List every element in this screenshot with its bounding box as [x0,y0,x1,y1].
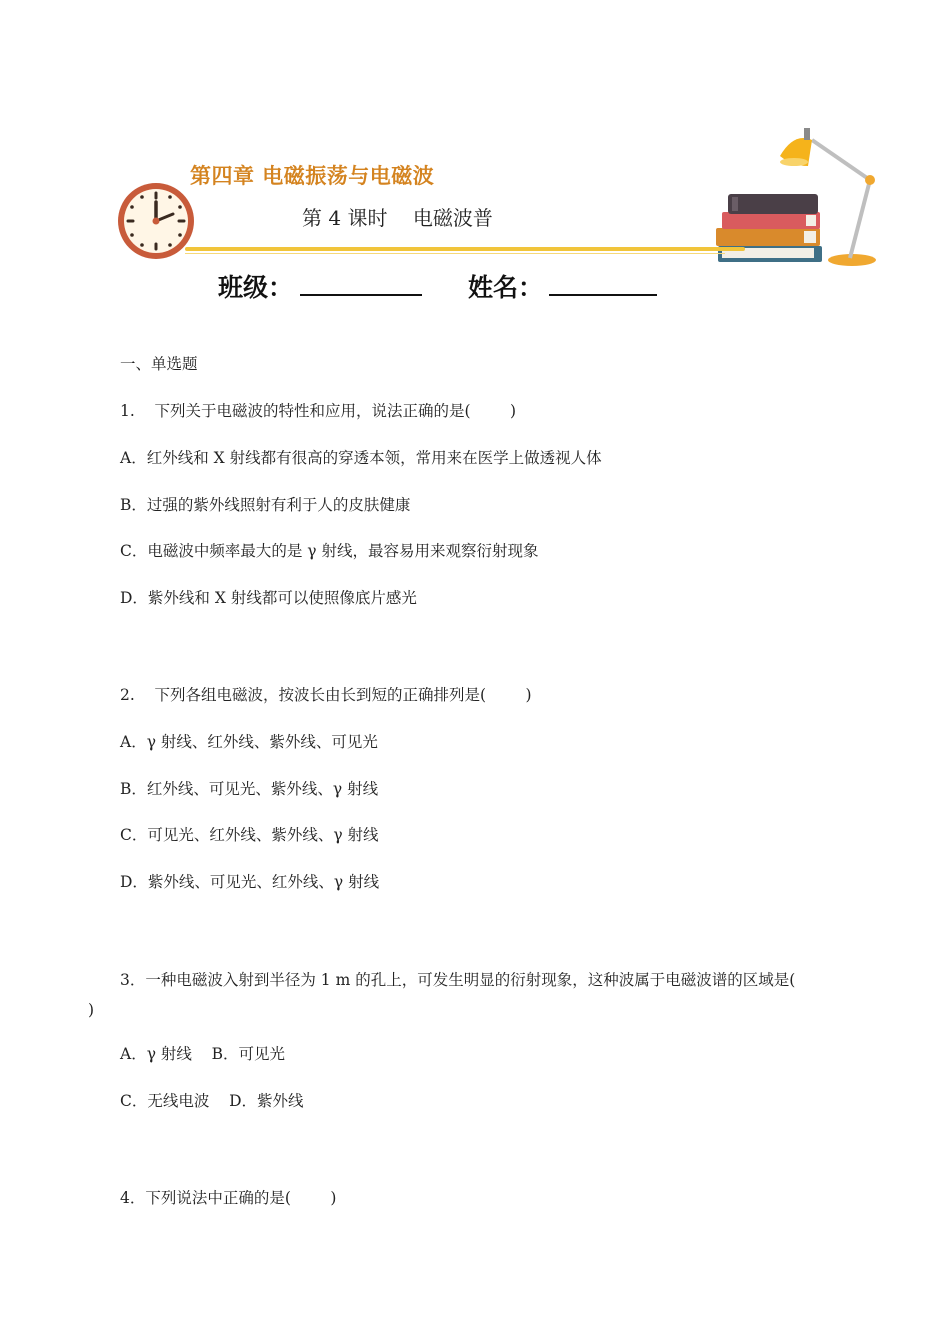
name-blank[interactable] [549,294,657,296]
question-stem-continuation: ) [88,1001,95,1019]
question-3 [88,965,855,1025]
option-d: D．紫外线和 X 射线都可以使照像底片感光 [120,589,417,607]
option-c: C．可见光、红外线、紫外线、γ 射线 [120,826,379,844]
options-row-cd: C．无线电波 D．紫外线 [120,1092,304,1110]
question-stem: 4．下列说法中正确的是( ) [120,1189,337,1207]
chapter-title: 第四章 电磁振荡与电磁波 [190,164,435,188]
options-row-ab: A．γ 射线 B．可见光 [120,1045,285,1063]
option-d: D．紫外线、可见光、红外线、γ 射线 [120,873,380,891]
name-label: 姓名： [468,273,544,302]
option-b: B．红外线、可见光、紫外线、γ 射线 [120,780,379,798]
desk-lamp-icon [772,122,882,270]
lesson-title: 第 4 课时 电磁波普 [302,206,493,230]
option-b: B．过强的紫外线照射有利于人的皮肤健康 [120,496,411,514]
option-a: A．γ 射线、红外线、紫外线、可见光 [120,733,378,751]
title-divider [185,247,745,251]
question-stem: 2. 下列各组电磁波，按波长由长到短的正确排列是( ) [120,686,532,704]
option-a: A．红外线和 X 射线都有很高的穿透本领，常用来在医学上做透视人体 [120,449,602,467]
question-stem: 3．一种电磁波入射到半径为 1 m 的孔上，可发生明显的衍射现象，这种波属于电磁波谱的区域是( [120,971,796,989]
option-c: C．电磁波中频率最大的是 γ 射线，最容易用来观察衍射现象 [120,542,539,560]
question-stem: 1. 下列关于电磁波的特性和应用，说法正确的是( ) [120,402,517,420]
class-label: 班级： [218,273,294,302]
class-blank[interactable] [300,294,422,296]
section-title: 一、单选题 [120,355,198,373]
title-divider-thin [185,253,725,254]
